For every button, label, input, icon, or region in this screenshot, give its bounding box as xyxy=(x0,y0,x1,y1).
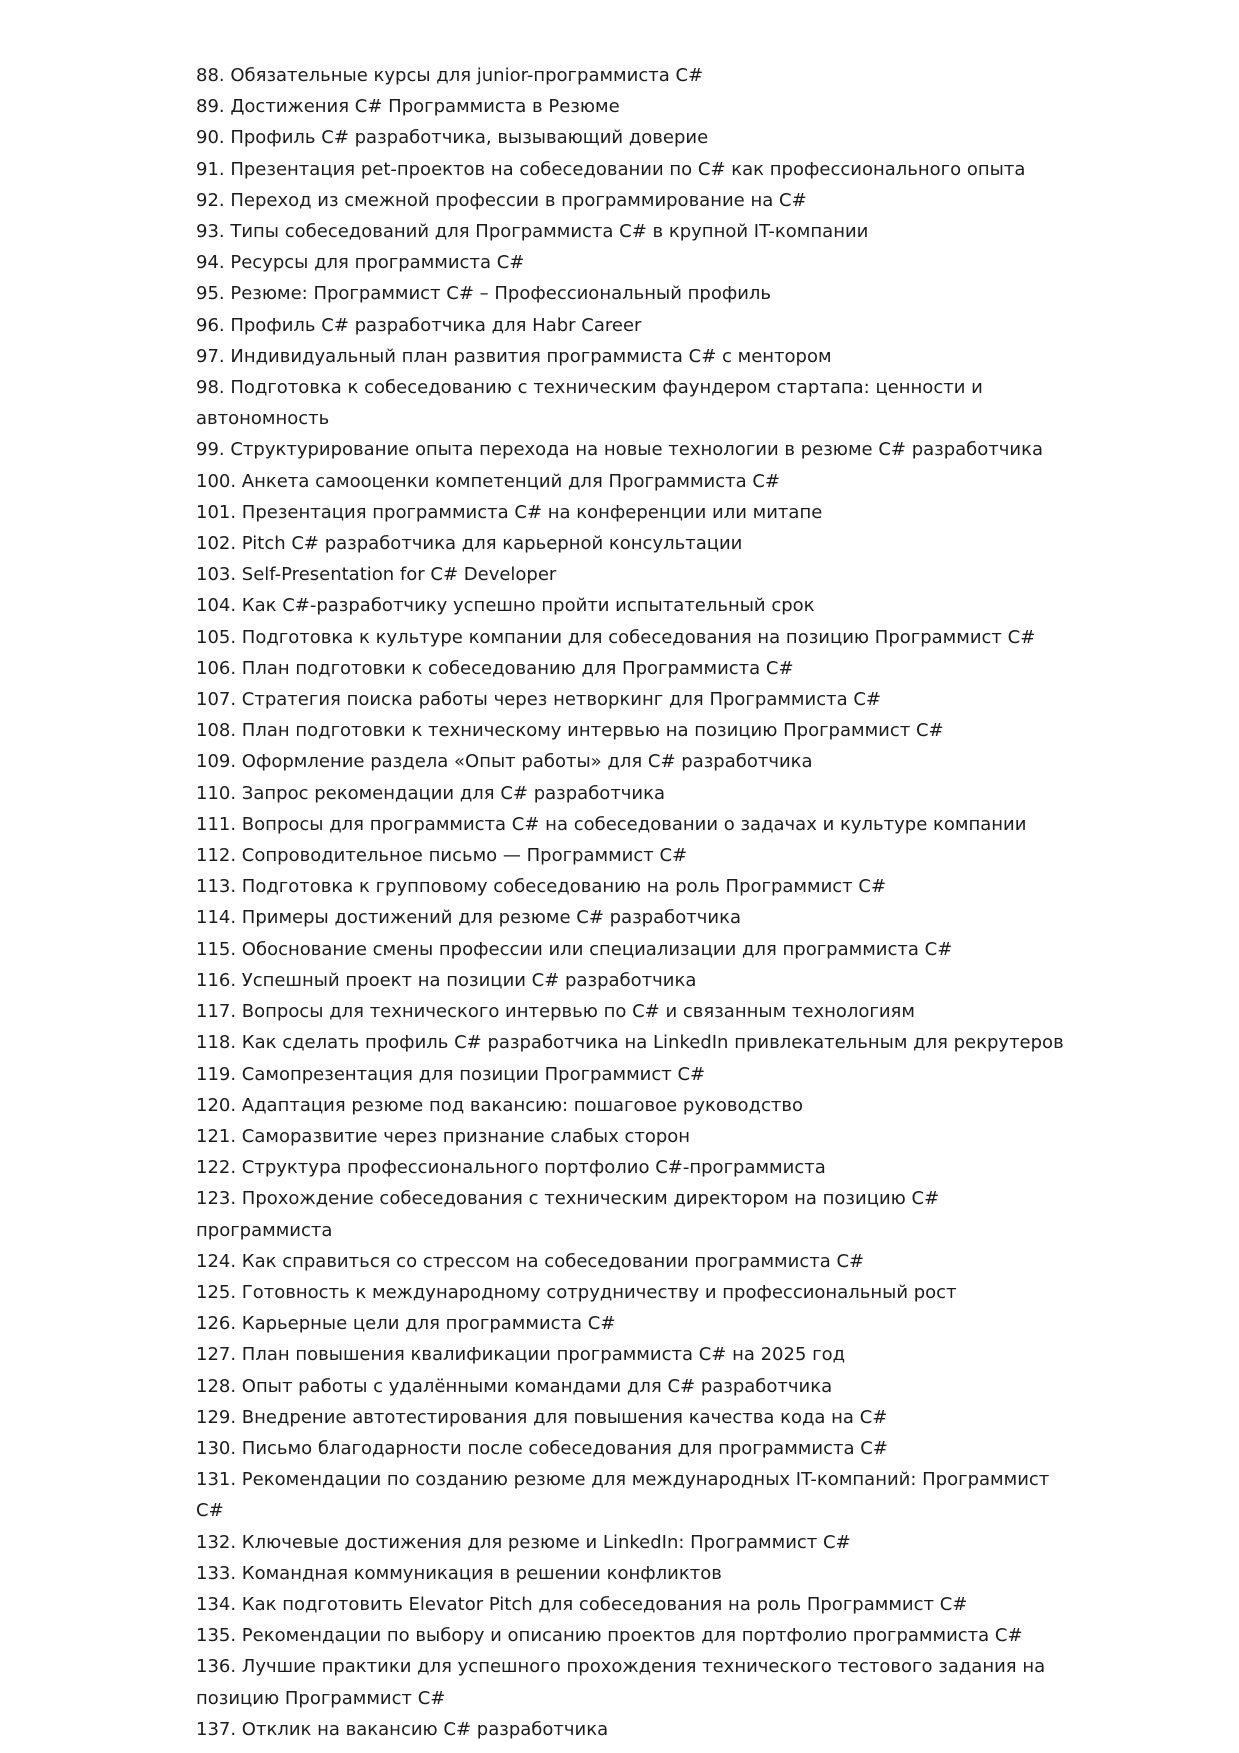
list-item: 131. Рекомендации по созданию резюме для международных IT-компаний: Программист C# xyxy=(196,1469,1050,1522)
list-item: 132. Ключевые достижения для резюме и LinkedIn: Программист C# xyxy=(196,1531,851,1553)
list-item: 95. Резюме: Программист C# – Профессиональный профиль xyxy=(196,283,772,305)
list-item: 135. Рекомендации по выбору и описанию проектов для портфолио программиста C# xyxy=(196,1625,1023,1647)
list-item: 130. Письмо благодарности после собеседования для программиста C# xyxy=(196,1437,888,1459)
list-item: 100. Анкета самооценки компетенций для Программиста C# xyxy=(196,470,781,492)
list-item: 127. План повышения квалификации программиста C# на 2025 год xyxy=(196,1344,846,1366)
list-item: 110. Запрос рекомендации для C# разработчика xyxy=(196,782,666,804)
list-item: 137. Отклик на вакансию C# разработчика xyxy=(196,1718,609,1740)
list-item: 124. Как справиться со стрессом на собеседовании программиста C# xyxy=(196,1250,865,1272)
list-item: 93. Типы собеседований для Программиста C# в крупной IT-компании xyxy=(196,221,869,243)
list-item: 90. Профиль C# разработчика, вызывающий доверие xyxy=(196,127,709,149)
list-item: 111. Вопросы для программиста C# на собеседовании о задачах и культуре компании xyxy=(196,813,1027,835)
list-item: 134. Как подготовить Elevator Pitch для собеседования на роль Программист C# xyxy=(196,1593,968,1615)
list-item: 133. Командная коммуникация в решении конфликтов xyxy=(196,1562,722,1584)
list-item: 98. Подготовка к собеседованию с техническим фаундером стартапа: ценности и автономность xyxy=(196,377,983,430)
list-item: 92. Переход из смежной профессии в программирование на C# xyxy=(196,189,807,211)
list-item: 123. Прохождение собеседования с техническим директором на позицию C# программиста xyxy=(196,1188,940,1241)
list-item: 106. План подготовки к собеседованию для Программиста C# xyxy=(196,657,794,679)
list-item: 112. Сопроводительное письмо — Программист C# xyxy=(196,845,688,867)
list-item: 108. План подготовки к техническому интервью на позицию Программист C# xyxy=(196,720,944,742)
list-item: 128. Опыт работы с удалёнными командами для C# разработчика xyxy=(196,1375,833,1397)
list-item: 88. Обязательные курсы для junior-программиста C# xyxy=(196,65,704,86)
list-item: 125. Готовность к международному сотрудничеству и профессиональный рост xyxy=(196,1281,957,1303)
list-item: 121. Саморазвитие через признание слабых сторон xyxy=(196,1125,691,1147)
list-item: 119. Самопрезентация для позиции Программист C# xyxy=(196,1063,706,1085)
list-item: 118. Как сделать профиль C# разработчика на LinkedIn привлекательным для рекрутеров xyxy=(196,1032,1064,1054)
list-item: 129. Внедрение автотестирования для повышения качества кода на C# xyxy=(196,1406,888,1428)
list-item: 113. Подготовка к групповому собеседованию на роль Программист C# xyxy=(196,876,887,898)
list-item: 96. Профиль C# разработчика для Habr Career xyxy=(196,314,642,336)
list-item: 99. Структурирование опыта перехода на новые технологии в резюме C# разработчика xyxy=(196,439,1044,461)
list-item: 126. Карьерные цели для программиста C# xyxy=(196,1313,616,1335)
list-item: 91. Презентация pet-проектов на собеседовании по C# как профессионального опыта xyxy=(196,158,1026,180)
list-item: 104. Как C#-разработчику успешно пройти испытательный срок xyxy=(196,595,815,617)
list-item: 101. Презентация программиста C# на конференции или митапе xyxy=(196,501,823,523)
numbered-list xyxy=(196,60,1076,1745)
list-item: 89. Достижения C# Программиста в Резюме xyxy=(196,96,620,118)
list-item: 117. Вопросы для технического интервью по C# и связанным технологиям xyxy=(196,1001,915,1023)
list-item: 122. Структура профессионального портфолио C#-программиста xyxy=(196,1157,826,1179)
list-item: 97. Индивидуальный план развития программиста C# с ментором xyxy=(196,345,832,367)
list-item: 136. Лучшие практики для успешного прохождения технического тестового задания на позицию Программист C# xyxy=(196,1656,1046,1709)
list-item: 107. Стратегия поиска работы через нетворкинг для Программиста C# xyxy=(196,689,881,711)
list-item: 103. Self-Presentation for C# Developer xyxy=(196,564,557,586)
list-item: 105. Подготовка к культуре компании для собеседования на позицию Программист C# xyxy=(196,626,1036,648)
list-item: 120. Адаптация резюме под вакансию: пошаговое руководство xyxy=(196,1094,803,1116)
list-item: 115. Обоснование смены профессии или специализации для программиста C# xyxy=(196,938,953,960)
list-item: 114. Примеры достижений для резюме C# разработчика xyxy=(196,907,741,929)
list-item: 109. Оформление раздела «Опыт работы» для C# разработчика xyxy=(196,751,813,773)
list-item: 116. Успешный проект на позиции C# разработчика xyxy=(196,969,697,991)
list-item: 94. Ресурсы для программиста C# xyxy=(196,252,525,274)
list-item: 102. Pitch C# разработчика для карьерной консультации xyxy=(196,533,743,555)
